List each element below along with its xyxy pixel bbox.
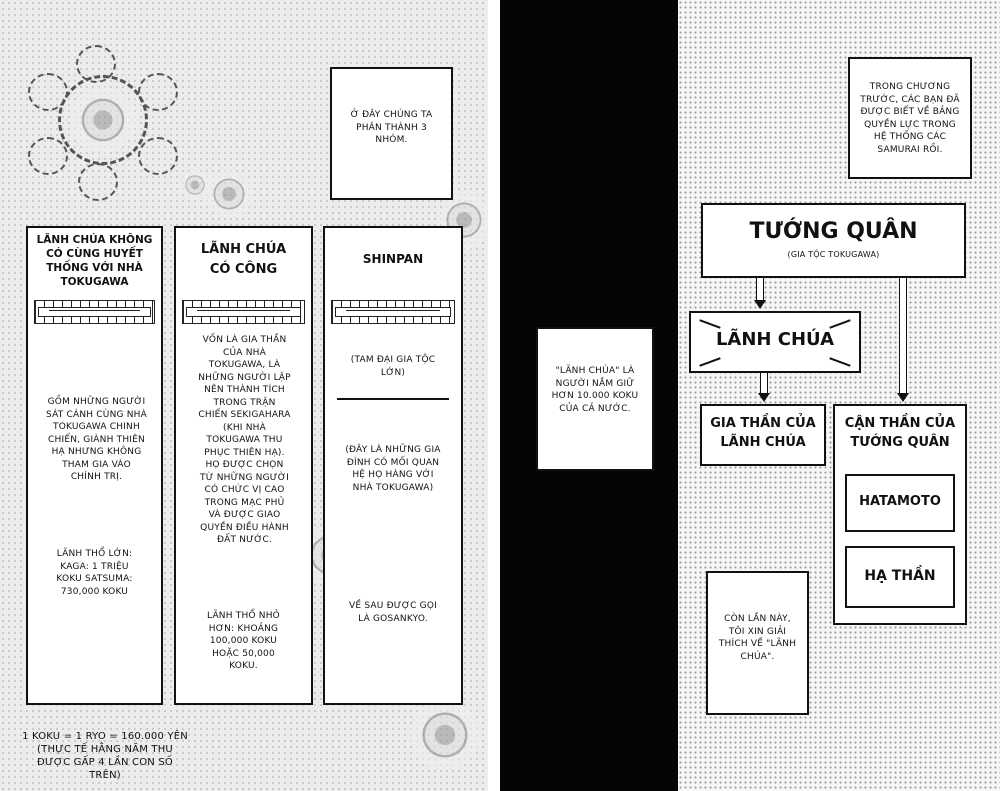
arrow-shaft	[756, 278, 764, 300]
decorative-medallion-icon	[205, 170, 253, 218]
daimyo-retainer-box	[700, 404, 826, 466]
column-body: (TAM ĐẠI GIA TỘC LỚN)	[350, 355, 436, 378]
column-outside-lords	[26, 226, 163, 705]
petal-icon	[76, 45, 116, 83]
daimyo-title: LÃNH CHÚA	[715, 329, 835, 350]
petal-icon	[28, 73, 68, 111]
daimyo-retainer-title: GIA THẦN CỦA LÃNH CHÚA	[710, 416, 816, 450]
shogun-box	[701, 203, 966, 278]
koku-footnote	[20, 730, 190, 782]
lattice-divider	[34, 300, 155, 324]
decorative-medallion-icon	[410, 700, 480, 770]
petal-icon	[138, 137, 178, 175]
emphasis-lines-icon	[699, 319, 720, 328]
petal-icon	[78, 163, 118, 201]
right-intro-note-box	[848, 57, 972, 179]
ha-than-label: HẠ THẦN	[864, 568, 936, 584]
column-merit-lords	[174, 226, 313, 705]
emphasis-lines-icon	[829, 319, 850, 328]
shogun-subtitle: (GIA TỘC TOKUGAWA)	[787, 250, 880, 259]
column-rule	[337, 398, 449, 400]
emphasis-lines-icon	[829, 357, 850, 366]
column-body: GỒM NHỮNG NGƯỜI SÁT CÁNH CÙNG NHÀ TOKUGAWA CHINH CHIẾN, GIÀNH THIÊN HẠ NHƯNG KHÔNG THAM GIA VÀO CHÍNH TRỊ.	[46, 397, 147, 482]
column-title: SHINPAN	[362, 252, 424, 266]
column-territory: LÃNH THỔ NHỎ HƠN: KHOẢNG 100,000 KOKU HOẶC 50,000 KOKU.	[207, 611, 280, 671]
hatamoto-box	[845, 474, 955, 532]
page-gutter	[488, 0, 500, 791]
petal-icon	[28, 137, 68, 175]
column-body-2: (ĐÂY LÀ NHỮNG GIA ĐÌNH CÓ MỐI QUAN HỆ HỌ HÀNG VỚI NHÀ TOKUGAWA)	[345, 445, 441, 493]
shogun-retainer-title: CẬN THẦN CỦA TƯỚNG QUÂN	[844, 416, 956, 450]
right-intro-note-text: TRONG CHƯƠNG TRƯỚC, CÁC BẠN ĐÃ ĐƯỢC BIẾT VỀ BẢNG QUYỀN LỰC TRONG HỆ THỐNG CÁC SAMURAI RỒI.	[860, 82, 960, 155]
lattice-divider	[331, 300, 455, 324]
shogun-title: TƯỚNG QUÂN	[749, 219, 918, 244]
middle-note-text: "LÃNH CHÚA" LÀ NGƯỜI NẮM GIỮ HƠN 10.000 KOKU CỦA CẢ NƯỚC.	[551, 366, 639, 414]
arrow-shaft	[899, 278, 907, 394]
daimyo-box	[689, 311, 861, 373]
arrow-down-icon	[754, 300, 766, 309]
column-title: LÃNH CHÚA KHÔNG CÓ CÙNG HUYẾT THỐNG VỚI NHÀ TOKUGAWA	[36, 234, 153, 288]
column-shinpan	[323, 226, 463, 705]
closing-note-text: CÒN LẦN NÀY, TÔI XIN GIẢI THÍCH VỀ "LÃNH CHÚA".	[718, 614, 797, 662]
column-body: VỐN LÀ GIA THẦN CỦA NHÀ TOKUGAWA, LÀ NHỮNG NGƯỜI LẬP NÊN THÀNH TÍCH TRONG TRẬN CHIẾN SEKIGAHARA (KHI NHÀ TOKUGAWA THU PHỤC THIÊN HẠ). HỌ ĐƯỢC CHỌN TỪ NHỮNG NGƯỜI CÓ CHỨC VỊ CAO TRONG MẠC PHỦ VÀ ĐƯỢC GIAO QUYỀN ĐIỀU HÀNH ĐẤT NƯỚC.	[198, 335, 291, 545]
column-territory: LÃNH THỔ LỚN: KAGA: 1 TRIỆU KOKU SATSUMA: 730,000 KOKU	[56, 549, 133, 597]
arrow-down-icon	[758, 393, 770, 402]
flower-center-icon	[70, 87, 136, 153]
intro-note-box	[330, 67, 453, 200]
intro-note-text: Ở ĐÂY CHÚNG TA PHÂN THÀNH 3 NHÓM.	[350, 110, 433, 145]
hatamoto-label: HATAMOTO	[859, 494, 941, 509]
footnote-line-2: (THỰC TẾ HẰNG NĂM THU ĐƯỢC GẤP 4 LẦN CON SỐ TRÊN)	[37, 744, 173, 781]
petal-icon	[138, 73, 178, 111]
lattice-divider	[182, 300, 305, 324]
decorative-flower-ornament	[8, 45, 198, 205]
column-territory: VỀ SAU ĐƯỢC GỌI LÀ GOSANKYO.	[349, 601, 437, 624]
ha-than-box	[845, 546, 955, 608]
column-title: LÃNH CHÚA CÓ CÔNG	[200, 242, 287, 277]
arrow-down-icon	[897, 393, 909, 402]
shogun-retainer-box	[833, 404, 967, 625]
arrow-shaft	[760, 372, 768, 394]
middle-note-box	[536, 327, 654, 471]
closing-note-box	[706, 571, 809, 715]
footnote-line-1: 1 KOKU = 1 RYO = 160.000 YÊN	[22, 731, 188, 742]
decorative-medallion-icon	[180, 170, 210, 200]
emphasis-lines-icon	[699, 357, 720, 366]
